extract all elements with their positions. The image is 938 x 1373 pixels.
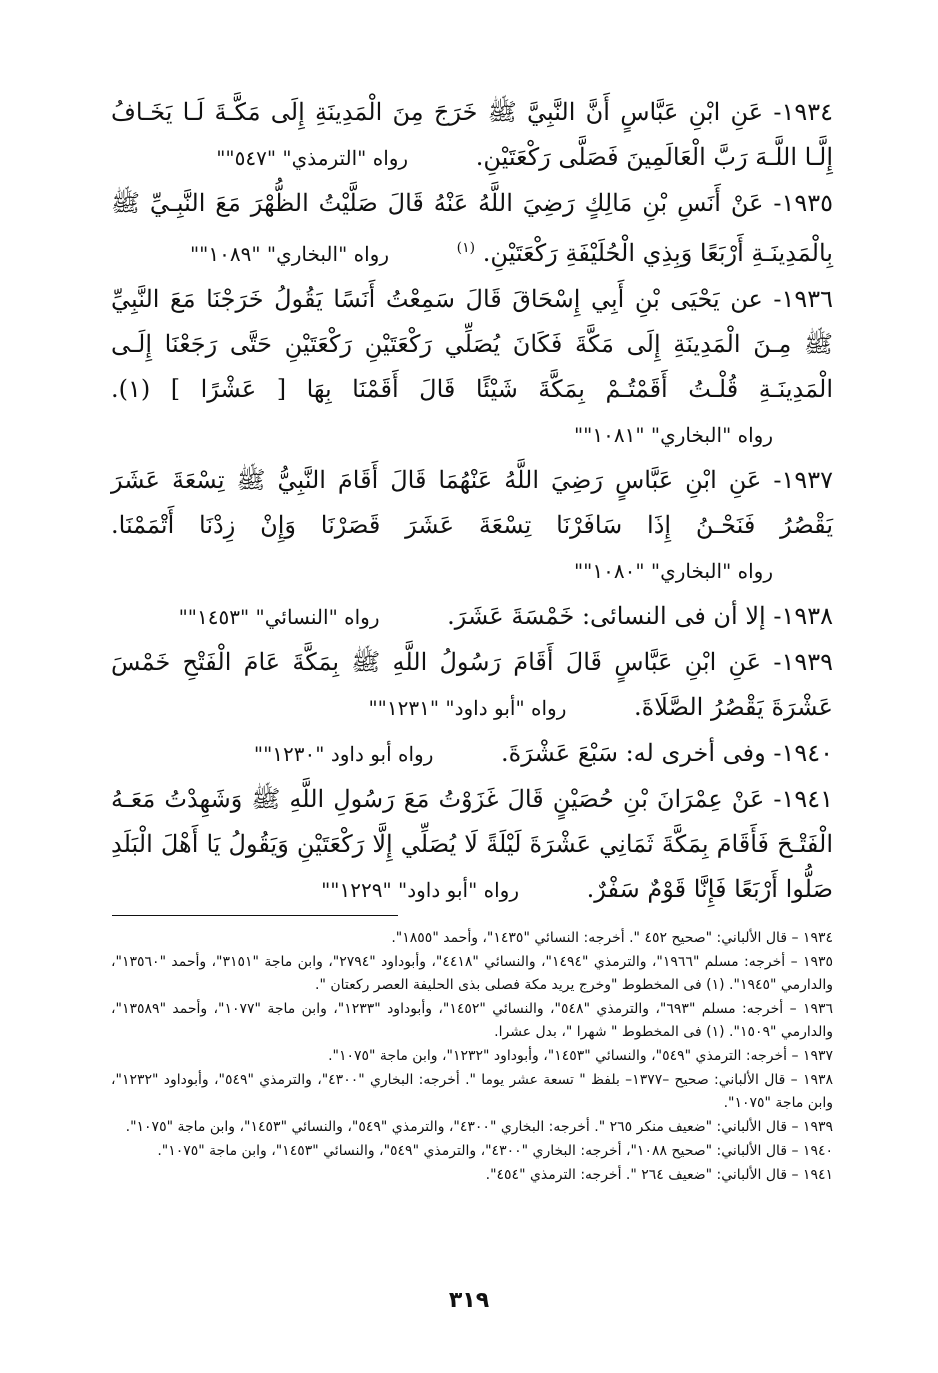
hadith-text: ١٩٤١- عَنْ عِمْرَانَ بْنِ حُصَيْنٍ قَالَ غَزَوْتُ مَعَ رَسُولِ اللَّهِ ﷺ وَشَهِدْتُ مَعَـهُ الْفَتْـحَ فَأَقَامَ بِمَكَّةَ ثَمَانِي عَشْرَةَ لَيْلَةً لَا يُصَلِّي إِلَّا رَكْعَتَيْنِ وَيَقُولُ يَا أَهْلَ الْبَلَدِ صَلُّوا أَرْبَعًا فَإِنَّا قَوْمٌ سَفْرٌ. bbox=[111, 785, 833, 903]
hadith-1935 bbox=[111, 181, 833, 277]
footnote-1940: ١٩٤٠ – قال الألباني: "صحيح ١٠٨٨"، أخرجه: البخاري "٤٣٠٠"، والترمذي "٥٤٩"، والنسائي "١٤٥٣"، وابن ماجة "١٠٧٥". bbox=[157, 1143, 833, 1159]
footnote-1938: ١٩٣٨ – قال الألباني: صحيح –١٣٧٧– بلفظ " تسعة عشر يوما ". أخرجه: البخاري "٤٣٠٠"، والترمذي "٥٤٩"، وأبوداود "١٢٣٢"، وابن ماجة "١٠٧٥". bbox=[111, 1072, 834, 1111]
hadith-1936 bbox=[111, 277, 833, 458]
hadith-source: رواه "البخاري" "١٠٨٠"" bbox=[573, 559, 773, 583]
hadith-text: ١٩٣٤- عَنِ ابْنِ عَبَّاسٍ أَنَّ النَّبِيَّ ﷺ خَرَجَ مِنَ الْمَدِينَةِ إِلَى مَكَّـةَ لَـا يَخَـافُ إِلَّـا اللَّـهَ رَبَّ الْعَالَمِينَ فَصَلَّى رَكْعَتَيْنِ. bbox=[111, 98, 833, 171]
hadith-1934 bbox=[111, 90, 833, 181]
hadith-text: ١٩٣٥- عَنْ أَنَسِ بْنِ مَالِكٍ رَضِيَ اللَّهُ عَنْهُ قَالَ صَلَّيْتُ الظُّهْرَ مَعَ النَّبِـيِّ ﷺ بِالْمَدِينَـةِ أَرْبَعًا وَبِذِي الْحُلَيْفَةِ رَكْعَتَيْنِ. bbox=[111, 189, 833, 267]
hadith-1939 bbox=[111, 640, 833, 731]
footnote-1939: ١٩٣٩ – قال الألباني: "ضعيف منكر ٢٦٥ ". أخرجه: البخاري "٤٣٠٠"، والترمذي "٥٤٩"، والنسائي "١٤٥٣"، وابن ماجة "١٠٧٥". bbox=[125, 1119, 833, 1135]
hadith-1940 bbox=[111, 731, 833, 777]
footnote-1941: ١٩٤١ – قال الألباني: "ضعيف ٢٦٤ ". أخرجه: الترمذي "٤٥٤". bbox=[485, 1167, 833, 1183]
hadith-source: رواه أبو داود "١٢٣٠"" bbox=[253, 742, 434, 766]
hadith-source: رواه "الترمذي" "٥٤٧"" bbox=[216, 146, 409, 170]
hadith-source: رواه "البخاري" "١٠٨٩"" bbox=[189, 242, 389, 266]
hadith-list bbox=[111, 90, 833, 913]
hadith-1941 bbox=[111, 777, 833, 913]
footnote-1934: ١٩٣٤ – قال الألباني: "صحيح ٤٥٢ ". أخرجه: النسائي "١٤٣٥"، وأحمد "١٨٥٥". bbox=[391, 930, 833, 946]
hadith-1937 bbox=[111, 458, 833, 594]
footnote-1935: ١٩٣٥ – أخرجه: مسلم "١٩٦٦"، والترمذي "١٤٩٤"، والنسائي "٤٤١٨"، وأبوداود "٢٧٩٤"، وابن ماجة "٣١٥١"، وأحمد "١٣٥٦٠"، والدارمي "١٩٤٥". (١) فى المخطوط "وخرج يريد مكة فصلى بذى الحليفة العصر ركعتان ". bbox=[111, 954, 834, 993]
hadith-text: ١٩٣٩- عَنِ ابْنِ عَبَّاسٍ قَالَ أَقَامَ رَسُولُ اللَّهِ ﷺ بِمَكَّةَ عَامَ الْفَتْحِ خَمْسَ عَشْرَةَ يَقْصُرُ الصَّلَاةَ. bbox=[111, 648, 833, 721]
footnote-1936: ١٩٣٦ – أخرجه: مسلم "٦٩٣"، والترمذي "٥٤٨"، والنسائي "١٤٥٢"، وأبوداود "١٢٣٣"، وابن ماجة "١٠٧٧"، وأحمد "١٣٥٨٩"، والدارمي "١٥٠٩". (١) فى المخطوط " شهرا "، بدل عشرا. bbox=[111, 1001, 834, 1040]
hadith-1938 bbox=[111, 594, 833, 640]
page-number: ٣١٩ bbox=[448, 1288, 490, 1313]
hadith-source: رواه "أبو داود" "١٢٣١"" bbox=[368, 696, 567, 720]
footnote-separator bbox=[112, 915, 398, 916]
hadith-text: ١٩٣٧- عَنِ ابْنِ عَبَّاسٍ رَضِيَ اللَّهُ عَنْهُمَا قَالَ أَقَامَ النَّبِيُّ ﷺ تِسْعَةَ عَشَرَ يَقْصُرُ فَنَحْـنُ إِذَا سَافَرْنَا تِسْعَةَ عَشَرَ قَصَرْنَا وَإِنْ زِدْنَا أَتْمَمْنَا. bbox=[111, 466, 833, 539]
hadith-source: رواه "البخاري" "١٠٨١"" bbox=[573, 423, 773, 447]
hadith-text: ١٩٤٠- وفى أخرى له: سَبْعَ عَشْرَةَ. bbox=[501, 739, 833, 767]
footnote-marker: (١) bbox=[456, 240, 476, 256]
hadith-source: رواه "النسائي" "١٤٥٣"" bbox=[178, 605, 380, 629]
footnote-1937: ١٩٣٧ – أخرجه: الترمذي "٥٤٩"، والنسائي "١٤٥٣"، وأبوداود "١٢٣٢"، وابن ماجة "١٠٧٥". bbox=[328, 1048, 833, 1064]
hadith-source: رواه "أبو داود" "١٢٢٩"" bbox=[321, 878, 519, 902]
hadith-text: ١٩٣٦- عن يَحْيَى بْنِ أَبِي إِسْحَاقَ قَالَ سَمِعْتُ أَنَسًا يَقُولُ خَرَجْنَا مَعَ النَّبِيِّ ﷺ مِـنَ الْمَدِينَةِ إِلَى مَكَّةَ فَكَانَ يُصَلِّي رَكْعَتَيْنِ رَكْعَتَيْنِ حَتَّى رَجَعْنَا إِلَـى الْمَدِينَـةِ قُلْـتُ أَقَمْتُـمْ بِمَكَّةَ شَيْئًا قَالَ أَقَمْنَا بِهَا [ عَشْرًا ] (١). bbox=[111, 285, 833, 403]
footnotes bbox=[111, 927, 833, 1188]
hadith-text: ١٩٣٨- إلا أن فى النسائى: خَمْسَةَ عَشَرَ. bbox=[447, 602, 833, 630]
